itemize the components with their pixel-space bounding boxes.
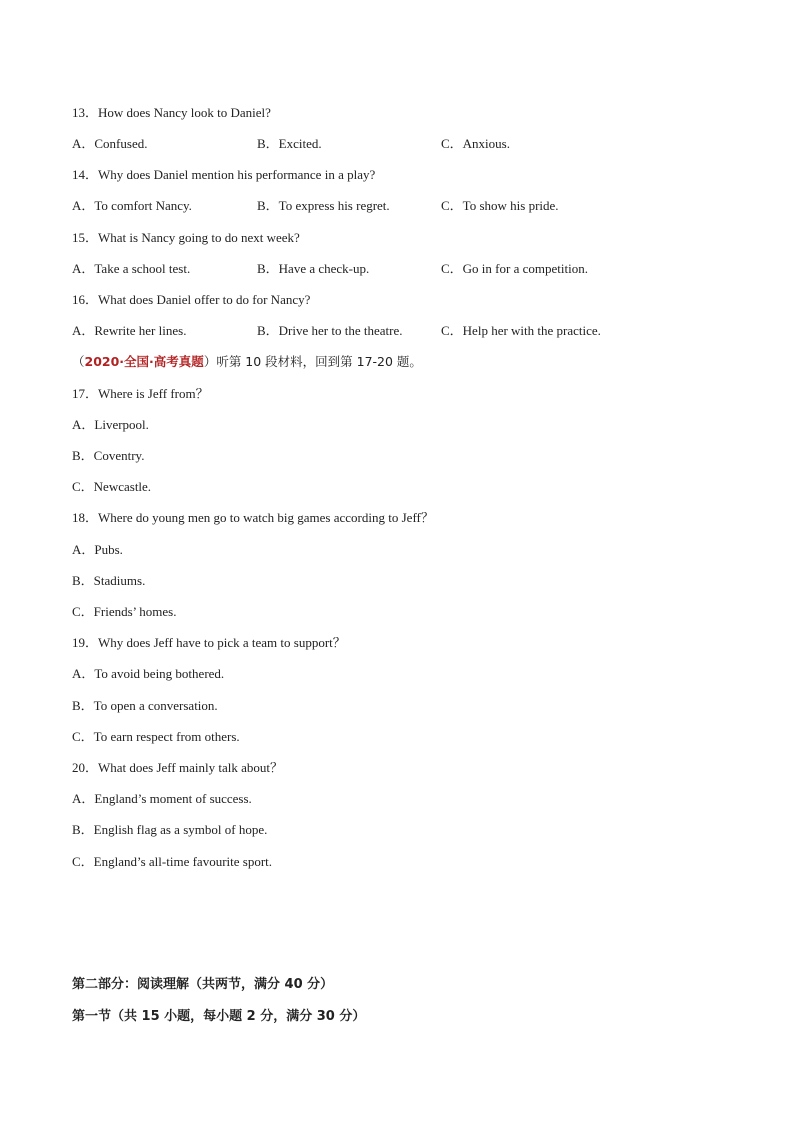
question-14-stem: 14．Why does Daniel mention his performance in a play? — [72, 167, 376, 182]
question-17-option-b: B．Coventry. — [72, 448, 145, 463]
question-19-option-c: C．To earn respect from others. — [72, 729, 240, 744]
question-16-stem: 16．What does Daniel offer to do for Nancy? — [72, 292, 311, 307]
question-17-stem: 17．Where is Jeff from？ — [72, 386, 209, 401]
section-one-heading: 第一节（共 15 小题，每小题 2 分，满分 30 分） — [72, 1009, 366, 1024]
question-18-option-a: A．Pubs. — [72, 542, 123, 557]
question-13-option-a: A．Confused. — [72, 136, 148, 151]
question-16-option-c: C．Help her with the practice. — [441, 323, 601, 338]
part-two-heading: 第二部分：阅读理解（共两节，满分 40 分） — [72, 977, 334, 992]
question-18-option-c: C．Friends’ homes. — [72, 604, 177, 619]
question-19-option-a: A．To avoid being bothered. — [72, 666, 225, 681]
question-16-option-a: A．Rewrite her lines. — [72, 323, 187, 338]
listening-instruction — [72, 354, 422, 370]
question-13-option-c: C．Anxious. — [441, 136, 510, 151]
question-19-option-b: B．To open a conversation. — [72, 698, 218, 713]
question-17-option-c: C．Newcastle. — [72, 479, 152, 494]
question-20-stem: 20．What does Jeff mainly talk about？ — [72, 760, 283, 775]
question-15-stem: 15．What is Nancy going to do next week? — [72, 230, 300, 245]
question-17-option-a: A．Liverpool. — [72, 417, 149, 432]
question-15-option-a: A．Take a school test. — [72, 261, 191, 276]
question-14-option-b: B．To express his regret. — [257, 198, 390, 213]
instruction-open-paren: （ — [72, 354, 85, 369]
question-15-option-b: B．Have a check-up. — [257, 261, 370, 276]
question-20-option-b: B．English flag as a symbol of hope. — [72, 822, 268, 837]
question-18-stem: 18．Where do young men go to watch big games according to Jeff？ — [72, 510, 434, 525]
question-20-option-c: C．England’s all-time favourite sport. — [72, 854, 273, 869]
exam-source-tag: 2020·全国·高考真题 — [84, 354, 204, 369]
question-14-option-c: C．To show his pride. — [441, 198, 559, 213]
question-15-option-c: C．Go in for a competition. — [441, 261, 588, 276]
instruction-text: ）听第 10 段材料，回到第 17-20 题。 — [203, 354, 422, 369]
question-18-option-b: B．Stadiums. — [72, 573, 146, 588]
question-16-option-b: B．Drive her to the theatre. — [257, 323, 403, 338]
question-20-option-a: A．England’s moment of success. — [72, 791, 252, 806]
question-13-option-b: B．Excited. — [257, 136, 322, 151]
question-14-option-a: A．To comfort Nancy. — [72, 198, 192, 213]
question-13-stem: 13．How does Nancy look to Daniel? — [72, 105, 271, 120]
question-19-stem: 19．Why does Jeff have to pick a team to support？ — [72, 635, 346, 650]
